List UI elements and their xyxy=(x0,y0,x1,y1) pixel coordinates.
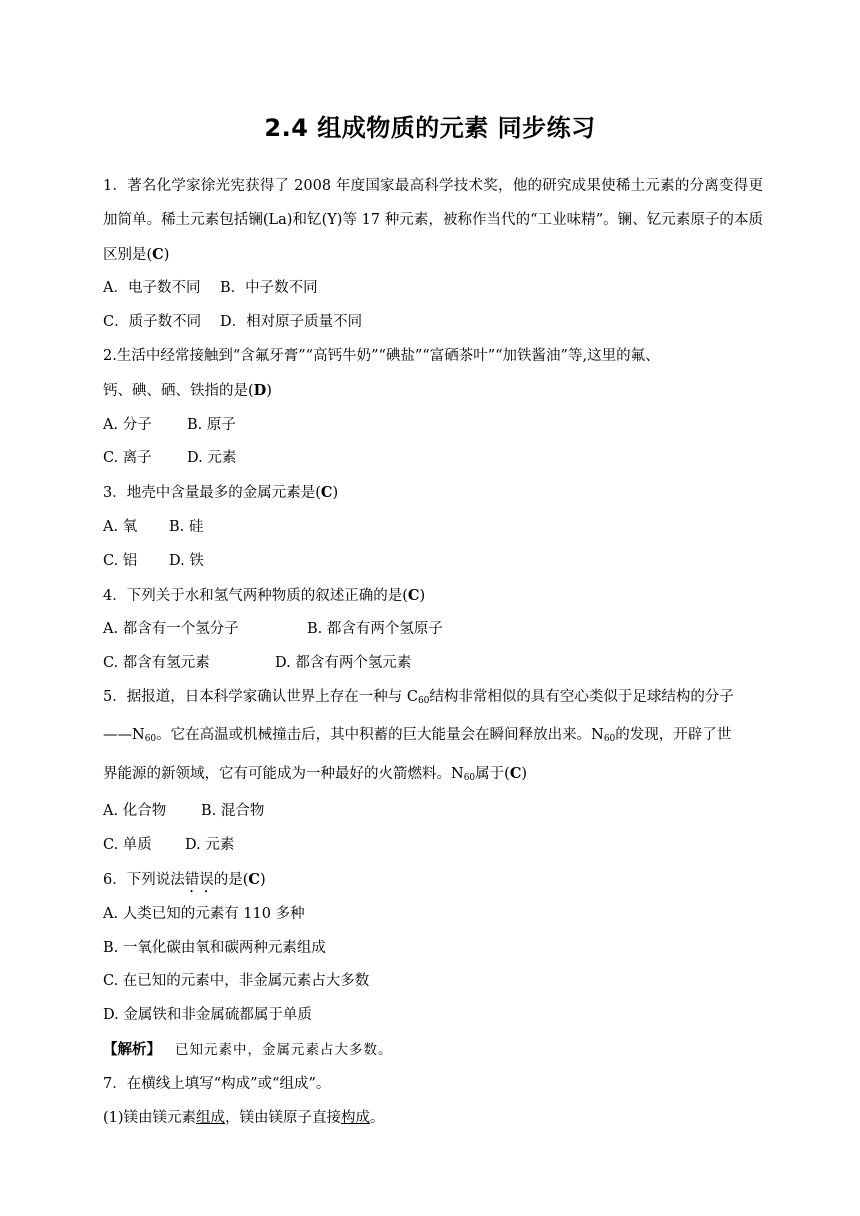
question-6-option-a: A. 人类已知的元素有 110 多种 xyxy=(103,905,305,922)
subscript-60: 60 xyxy=(603,733,616,744)
question-2-options-ab xyxy=(103,409,763,443)
page-title: 2.4 组成物质的元素 同步练习 xyxy=(264,114,596,142)
option-a: A. 分子 xyxy=(103,416,152,433)
question-3-text: 3．地壳中含量最多的金属元素是( xyxy=(103,485,321,502)
question-6-answer: C xyxy=(248,870,260,888)
question-3-options-cd xyxy=(103,545,763,579)
question-5-answer: C xyxy=(509,764,522,782)
question-5-cont-2 xyxy=(103,757,763,796)
question-1-close: ) xyxy=(163,246,170,263)
option-c: C. 单质 xyxy=(103,837,152,854)
question-3 xyxy=(103,476,763,511)
exercise-content xyxy=(103,170,763,1135)
question-7-sub1-text-2: ，镁由镁原子直接 xyxy=(225,1109,342,1126)
question-5-text-4: 。它在高温或机械撞击后，其中积蓄的巨大能量会在瞬间释放出来。N xyxy=(156,726,604,743)
question-6-option-c: C. 在已知的元素中，非金属元素占大多数 xyxy=(103,973,370,990)
question-5-text-5: 的发现，开辟了世 xyxy=(615,726,732,743)
option-d: D. 元素 xyxy=(185,837,235,854)
question-7-answer-1: 组成 xyxy=(196,1109,226,1126)
question-7: 7．在横线上填写“构成”或“组成”。 xyxy=(103,1075,331,1092)
question-4-options-cd xyxy=(103,647,763,681)
option-b: B．中子数不同 xyxy=(220,280,318,297)
question-7-sub-1 xyxy=(103,1102,763,1136)
question-5-text-3: ——N xyxy=(103,726,145,743)
option-c: C．质子数不同 xyxy=(103,314,202,331)
option-a: A．电子数不同 xyxy=(103,280,201,297)
option-c: C. 都含有氢元素 xyxy=(103,655,210,672)
question-4-text: 4．下列关于水和氢气两种物质的叙述正确的是( xyxy=(103,587,408,604)
question-5-text-6: 界能源的新领域，它有可能成为一种最好的火箭燃料。N xyxy=(103,765,464,782)
question-4 xyxy=(103,579,763,614)
question-6-emphasis: 错误 xyxy=(184,871,214,888)
question-1-options-ab xyxy=(103,272,763,306)
option-a: A. 都含有一个氢分子 xyxy=(103,621,239,638)
question-7-sub1-text-3: 。 xyxy=(370,1109,385,1126)
question-6-option-d: D. 金属铁和非金属硫都属于单质 xyxy=(103,1007,312,1024)
option-d: D. 元素 xyxy=(187,450,237,467)
option-b: B. 都含有两个氢原子 xyxy=(307,621,443,638)
question-2-cont xyxy=(103,374,763,409)
question-5-text-2: 结构非常相似的具有空心类似于足球结构的分子 xyxy=(429,688,734,705)
question-4-close: ) xyxy=(419,587,426,604)
subscript-60: 60 xyxy=(144,733,157,744)
question-7-answer-2: 构成 xyxy=(341,1109,371,1126)
option-a: A. 化合物 xyxy=(103,803,167,820)
option-d: D. 铁 xyxy=(169,552,204,569)
subscript-60: 60 xyxy=(463,772,476,783)
question-6-analysis xyxy=(103,1033,763,1068)
question-6-option-b: B. 一氧化碳由氧和碳两种元素组成 xyxy=(103,939,326,956)
question-1 xyxy=(103,170,763,272)
subscript-60: 60 xyxy=(417,695,430,706)
question-3-options-ab xyxy=(103,511,763,545)
question-2-options-cd xyxy=(103,442,763,476)
question-2-answer: D xyxy=(253,381,267,399)
analysis-label: 【解析】 xyxy=(103,1040,161,1058)
option-b: B. 混合物 xyxy=(201,803,265,820)
question-1-options-cd xyxy=(103,306,763,340)
question-1-answer: C xyxy=(152,245,164,263)
question-5-text-7: 属于( xyxy=(475,765,510,782)
question-3-close: ) xyxy=(332,485,339,502)
option-d: D．相对原子质量不同 xyxy=(220,314,363,331)
question-5-cont-1 xyxy=(103,719,763,757)
option-c: C. 离子 xyxy=(103,450,152,467)
question-4-options-ab xyxy=(103,613,763,647)
option-d: D. 都含有两个氢元素 xyxy=(275,655,412,672)
question-2-line1: 2.生活中经常接触到“含氟牙膏”“高钙牛奶”“碘盐”“富硒茶叶”“加铁酱油”等,这里的氟、 xyxy=(103,347,660,364)
question-7-sub1-text-1: (1)镁由镁元素 xyxy=(103,1109,197,1126)
option-b: B. 硅 xyxy=(169,518,204,535)
option-c: C. 铝 xyxy=(103,552,138,569)
question-5 xyxy=(103,681,763,719)
question-2-close: ) xyxy=(266,382,272,399)
analysis-text: 已知元素中，金属元素占大多数。 xyxy=(175,1041,393,1058)
question-2 xyxy=(103,340,763,374)
question-6-text-1: 6．下列说法 xyxy=(103,871,185,888)
question-1-text: 1．著名化学家徐光宪获得了 2008 年度国家最高科学技术奖，他的研究成果使稀土元素的分离变得更加简单。稀土元素包括镧(La)和钇(Y)等 17 种元素，被称作当代的“工业味精”。镧、钇元素原子的本质区别是( xyxy=(103,178,763,263)
question-5-options-cd xyxy=(103,829,763,863)
question-6 xyxy=(103,863,763,898)
question-3-answer: C xyxy=(320,484,333,502)
option-b: B. 原子 xyxy=(187,416,236,433)
question-4-answer: C xyxy=(407,586,420,604)
question-5-close: ) xyxy=(521,765,528,782)
question-5-options-ab xyxy=(103,795,763,829)
question-6-text-2: 的是( xyxy=(213,871,249,888)
question-6-close: ) xyxy=(259,871,266,888)
question-5-text-1: 5．据报道，日本科学家确认世界上存在一种与 C xyxy=(103,688,418,705)
option-a: A. 氧 xyxy=(103,518,138,535)
question-2-line2: 钙、碘、硒、铁指的是( xyxy=(103,382,254,399)
